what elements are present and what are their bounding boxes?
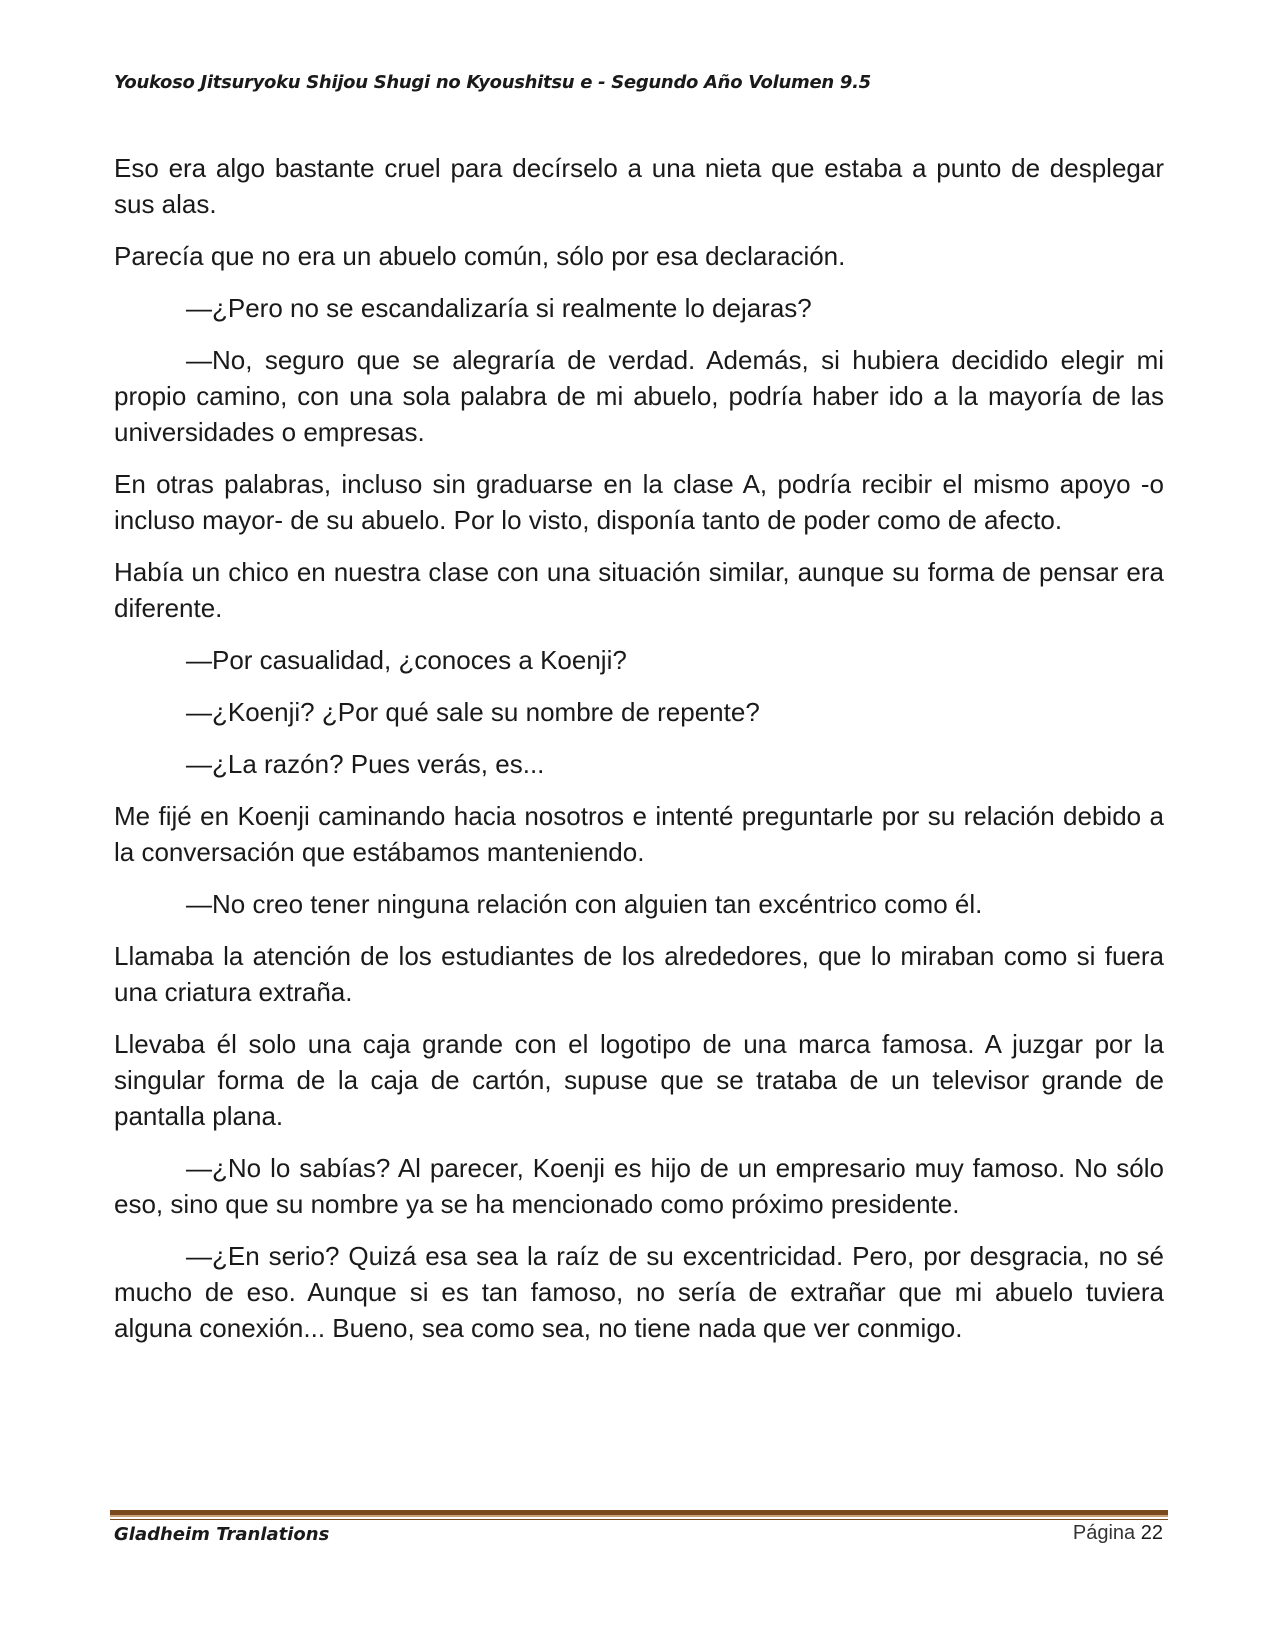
paragraph: En otras palabras, incluso sin graduarse en la clase A, podría recibir el mismo apoyo -o incluso mayor- de su abuelo. Por lo visto, disponía tanto de poder como de afecto. xyxy=(114,469,1164,535)
dialogue-line: —No creo tener ninguna relación con alguien tan excéntrico como él. xyxy=(186,889,983,919)
dialogue-line: —¿En serio? Quizá esa sea la raíz de su excentricidad. Pero, por desgracia, no sé mucho de eso. Aunque si es tan famoso, no sería de extrañar que mi abuelo tuviera alguna conexión... Bueno, sea como sea, no tiene nada que ver conmigo. xyxy=(114,1241,1164,1343)
page-label: Página xyxy=(1072,1522,1136,1544)
paragraph: Me fijé en Koenji caminando hacia nosotros e intenté preguntarle por su relación debido a la conversación que estábamos manteniendo. xyxy=(114,801,1164,867)
page-header-title: Youkoso Jitsuryoku Shijou Shugi no Kyoushitsu e - Segundo Año Volumen 9.5 xyxy=(114,72,871,93)
dialogue-line: —No, seguro que se alegraría de verdad. Además, si hubiera decidido elegir mi propio camino, con una sola palabra de mi abuelo, podría haber ido a la mayoría de las universidades o empresas. xyxy=(114,345,1164,447)
dialogue-line: —¿La razón? Pues verás, es... xyxy=(186,749,545,779)
paragraph: Llevaba él solo una caja grande con el logotipo de una marca famosa. A juzgar por la singular forma de la caja de cartón, supuse que se trataba de un televisor grande de pantalla plana. xyxy=(114,1029,1164,1131)
page-number: 22 xyxy=(1140,1522,1163,1544)
footer-divider xyxy=(110,1510,1168,1517)
paragraph: Había un chico en nuestra clase con una situación similar, aunque su forma de pensar era diferente. xyxy=(114,557,1164,623)
paragraph: Parecía que no era un abuelo común, sólo por esa declaración. xyxy=(114,241,846,271)
footer-translator: Gladheim Tranlations xyxy=(114,1524,330,1545)
body-text xyxy=(114,150,1164,1362)
paragraph: Eso era algo bastante cruel para decírselo a una nieta que estaba a punto de desplegar sus alas. xyxy=(114,153,1164,219)
dialogue-line: —¿No lo sabías? Al parecer, Koenji es hijo de un empresario muy famoso. No sólo eso, sino que su nombre ya se ha mencionado como próximo presidente. xyxy=(114,1153,1164,1219)
dialogue-line: —¿Koenji? ¿Por qué sale su nombre de repente? xyxy=(186,697,760,727)
paragraph: Llamaba la atención de los estudiantes de los alrededores, que lo miraban como si fuera una criatura extraña. xyxy=(114,941,1164,1007)
footer-page-indicator xyxy=(1073,1522,1163,1545)
footer-divider-thin xyxy=(110,1519,1168,1520)
dialogue-line: —Por casualidad, ¿conoces a Koenji? xyxy=(186,645,627,675)
dialogue-line: —¿Pero no se escandalizaría si realmente lo dejaras? xyxy=(186,293,812,323)
